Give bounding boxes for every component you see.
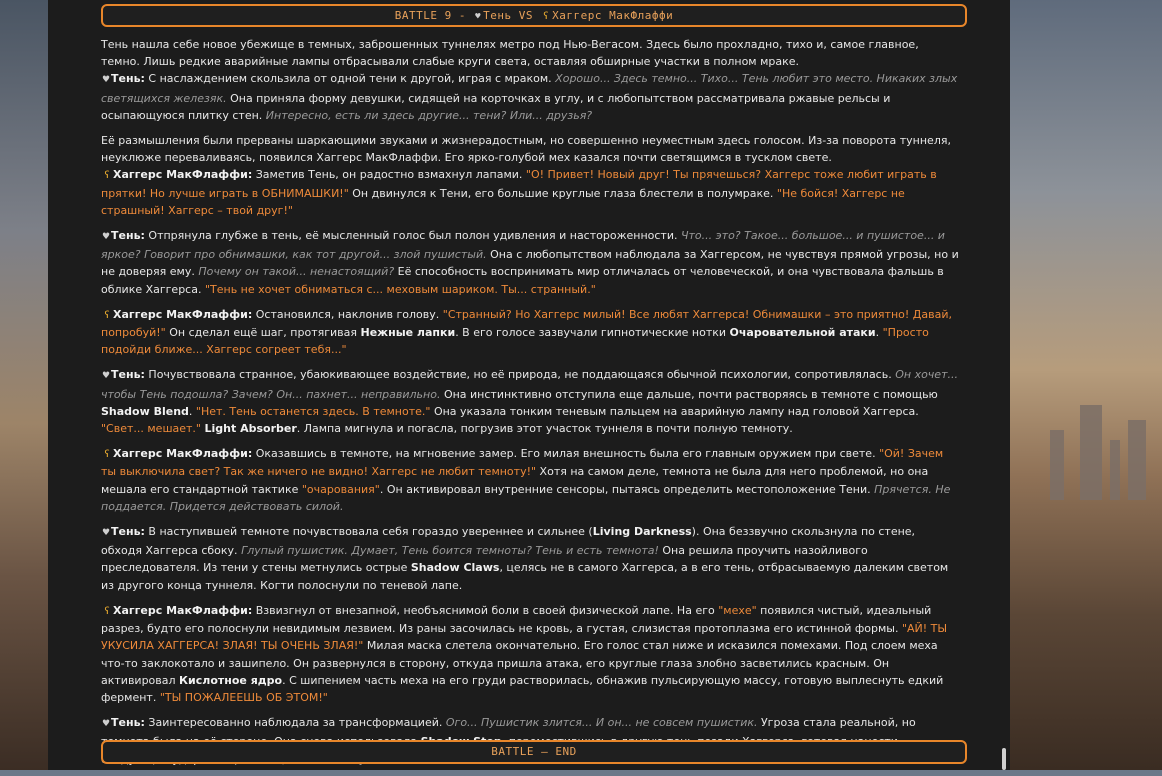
- thought: Что... это? Такое... большое... и пушистое... и яркое? Говорит про обнимашки, как тот другой... злой пушистый.: [101, 229, 945, 262]
- story-paragraph: [101, 132, 959, 219]
- quote: "Не бойся! Хаггерс не страшный! Хаггерс – твой друг!": [101, 186, 905, 217]
- speaker-haggers: Хаггерс МакФлаффи:: [113, 307, 253, 321]
- thought: Почему он такой... ненастоящий?: [198, 265, 395, 279]
- battle-footer: BATTLE – END: [101, 740, 967, 764]
- story-paragraph: [101, 366, 959, 437]
- narration: Милая маска слетела окончательно. Его голос стал ниже и исказился помехами. Под слоем меха что-то заклокотало и зашипело. Он развернулся в сторону, откуда пришла атака, его круглые глаза злобно засветились красным. Он активировал: [101, 639, 938, 687]
- black-heart-icon: ♥: [475, 12, 482, 22]
- narration: . Лампа мигнула и погасла, погрузив этот участок туннеля в почти полную темноту.: [296, 422, 793, 436]
- battle-story: [101, 36, 959, 776]
- narration: Почувствовала странное, убаюкивающее воздействие, но её природа, не поддающаяся обычной психологии, сопротивлялась.: [144, 368, 896, 382]
- speaker-shadow: Тень:: [111, 525, 145, 539]
- ability-name: Shadow Blend: [101, 404, 189, 418]
- narration: появился чистый, идеальный разрез, будто его полоснули невидимым лезвием. Из раны засочилась не кровь, а густая, слизистая протоплазма его истинной формы.: [101, 603, 932, 636]
- quote: "мехе": [718, 603, 757, 617]
- ability-name: Shadow Claws: [410, 561, 500, 575]
- ability-name: Light Absorber: [204, 422, 297, 436]
- narration: Он сделал ещё шаг, протягивая: [165, 326, 361, 340]
- quote: "АЙ! ТЫ УКУСИЛА ХАГГЕРСА! ЗЛАЯ! ТЫ ОЧЕНЬ ЗЛАЯ!": [101, 622, 948, 653]
- narration: Остановился, наклонив голову.: [252, 307, 443, 321]
- quote: "Тень не хочет обниматься с... меховым шариком. Ты... странный.": [204, 282, 596, 296]
- quote: "ТЫ ПОЖАЛЕЕШЬ ОБ ЭТОМ!": [159, 690, 328, 704]
- black-heart-icon: ♥: [101, 528, 111, 539]
- thought: Глупый пушистик. Думает, Тень боится темноты? Тень и есть темнота!: [241, 544, 659, 558]
- story-paragraph: [101, 445, 959, 515]
- quote: "О! Привет! Новый друг! Ты прячешься? Хаггерс тоже любит играть в прятки! Но лучше играть в ОБНИМАШКИ!": [101, 168, 937, 200]
- narration: , целясь не в самого Хаггерса, а в его тень, отбрасываемую далеким светом из другого конца туннеля. Когти полоснули по теневой лапе.: [101, 561, 949, 592]
- black-heart-icon: ♥: [101, 371, 111, 382]
- narration: .: [875, 326, 883, 340]
- narration: Она решила проучить назойливого преследователя. Из тени у стены метнулись острые: [101, 544, 868, 575]
- ability-name: Нежные лапки: [360, 326, 456, 340]
- speaker-shadow: Тень:: [111, 72, 145, 86]
- narration: В наступившей темноте почувствовала себя гораздо увереннее и сильнее (: [144, 525, 593, 539]
- narration: Её размышления были прерваны шаркающими звуками и жизнерадостным, но совершенно неуместным здесь голосом. Из-за поворота туннеля, неуклюже переваливаясь, появился Хаггерс МакФлаффи. Его ярко-голубой мех казался почти светящимся в тусклом свете.: [101, 134, 951, 165]
- bear-icon: ʕ: [104, 170, 110, 182]
- bear-icon: ʕ: [104, 449, 110, 461]
- background-left: [0, 0, 48, 770]
- story-paragraph: [101, 227, 959, 298]
- thought: Ого... Пушистик злится... И он... не совсем пушистик.: [445, 716, 758, 730]
- narration: С наслаждением скользила от одной тени к другой, играя с мраком.: [144, 72, 556, 86]
- thought: Хорошо... Здесь темно... Тихо... Тень любит это место. Никаких злых светящихся железяк.: [101, 72, 958, 105]
- speaker-shadow: Тень:: [111, 716, 145, 730]
- ability-name: Очаровательной атаки: [729, 326, 876, 340]
- battle-header: [101, 4, 967, 27]
- quote: "Свет... мешает.": [101, 422, 201, 436]
- fighter2-name: Хаггерс МакФлаффи: [552, 9, 674, 22]
- quote: "Просто подойди ближе... Хаггерс согреет тебя...": [101, 326, 929, 357]
- speaker-haggers: Хаггерс МакФлаффи:: [113, 447, 253, 461]
- scrollbar-thumb[interactable]: [1002, 748, 1006, 770]
- quote: "Странный? Но Хаггерс милый! Все любят Хаггерса! Обнимашки – это приятно! Давай, попробуй!": [101, 307, 952, 340]
- narration: . Он активировал внутренние сенсоры, пытаясь определить местоположение Тени.: [379, 482, 875, 496]
- story-paragraph: [101, 306, 959, 359]
- black-heart-icon: ♥: [101, 232, 111, 243]
- story-paragraph: [101, 602, 959, 706]
- quote: "Нет. Тень останется здесь. В темноте.": [195, 404, 431, 418]
- ability-name: Кислотное ядро: [179, 673, 283, 687]
- vs-label: VS: [511, 9, 541, 22]
- narration: Хотя на самом деле, темнота не была для него проблемой, но она мешала его стандартной тактике: [101, 465, 929, 496]
- narration: Она инстинктивно отступила еще дальше, почти растворяясь в темноте с помощью: [440, 387, 938, 401]
- battle-header-prefix: BATTLE 9 -: [394, 9, 474, 22]
- narration: ). Она беззвучно скользнула по стене, обходя Хаггерса сбоку.: [101, 525, 916, 558]
- quote: "Ой! Зачем ты выключила свет? Так же ничего не видно! Хаггерс не любит темноту!": [101, 447, 944, 479]
- narration: Она приняла форму девушки, сидящей на корточках в углу, и с любопытством рассматривала ржавые рельсы и осыпающуюся плитку стен.: [101, 91, 891, 122]
- speaker-shadow: Тень:: [111, 368, 145, 382]
- background-right: [1010, 0, 1162, 770]
- narration: Отпрянула глубже в тень, её мысленный голос был полон удивления и настороженности.: [144, 229, 681, 243]
- fighter1-name: Тень: [483, 9, 512, 22]
- speaker-shadow: Тень:: [111, 229, 145, 243]
- thought: Интересно, есть ли здесь другие... тени? Или... друзья?: [265, 108, 593, 122]
- black-heart-icon: ♥: [101, 75, 111, 86]
- narration: Она с любопытством наблюдала за Хаггерсом, не чувствуя прямой угрозы, но и не доверяя ему.: [101, 248, 959, 279]
- narration: Заинтересованно наблюдала за трансформацией.: [144, 716, 446, 730]
- chat-panel: [48, 0, 1010, 770]
- narration: Заметив Тень, он радостно взмахнул лапами.: [252, 168, 526, 182]
- story-paragraph: [101, 523, 959, 594]
- black-heart-icon: ♥: [101, 719, 111, 730]
- narration: Он двинулся к Тени, его большие круглые глаза блестели в полумраке.: [348, 186, 777, 200]
- ability-name: Living Darkness: [592, 525, 692, 539]
- narration: . В его голосе зазвучали гипнотические нотки: [455, 326, 730, 340]
- thought: Прячется. Не поддается. Придется действовать силой.: [101, 482, 951, 513]
- bear-icon: ʕ: [104, 309, 110, 321]
- narration: Тень нашла себе новое убежище в темных, заброшенных туннелях метро под Нью-Вегасом. Здесь было прохладно, тихо и, самое главное, темно. Лишь редкие аварийные лампы отбрасывали слабые круги света, оставляя обширные участки в полном мраке.: [101, 38, 919, 69]
- quote: "очарования": [301, 482, 380, 496]
- bear-icon: ʕ: [542, 11, 550, 22]
- narration: Взвизгнул от внезапной, необъяснимой боли в своей физической лапе. На его: [252, 603, 719, 617]
- speaker-haggers: Хаггерс МакФлаффи:: [113, 603, 253, 617]
- narration: .: [188, 404, 196, 418]
- thought: Он хочет... чтобы Тень подошла? Зачем? Он... пахнет... неправильно.: [101, 368, 958, 401]
- story-paragraph: [101, 36, 959, 124]
- narration: Оказавшись в темноте, на мгновение замер. Его милая внешность была его главным оружием при свете.: [252, 447, 880, 461]
- speaker-haggers: Хаггерс МакФлаффи:: [113, 168, 253, 182]
- bear-icon: ʕ: [104, 605, 110, 617]
- narration: Её способность воспринимать мир отличалась от человеческой, и она чувствовала фальшь в облике Хаггерса.: [101, 265, 944, 296]
- narration: Угроза стала реальной, но: [760, 716, 916, 730]
- narration: . С шипением часть меха на его груди растворилась, обнажив пульсирующую массу, готовую выплеснуть едкий фермент.: [101, 673, 944, 704]
- narration: Она указала тонким теневым пальцем на аварийную лампу над головой Хаггерса.: [430, 404, 919, 418]
